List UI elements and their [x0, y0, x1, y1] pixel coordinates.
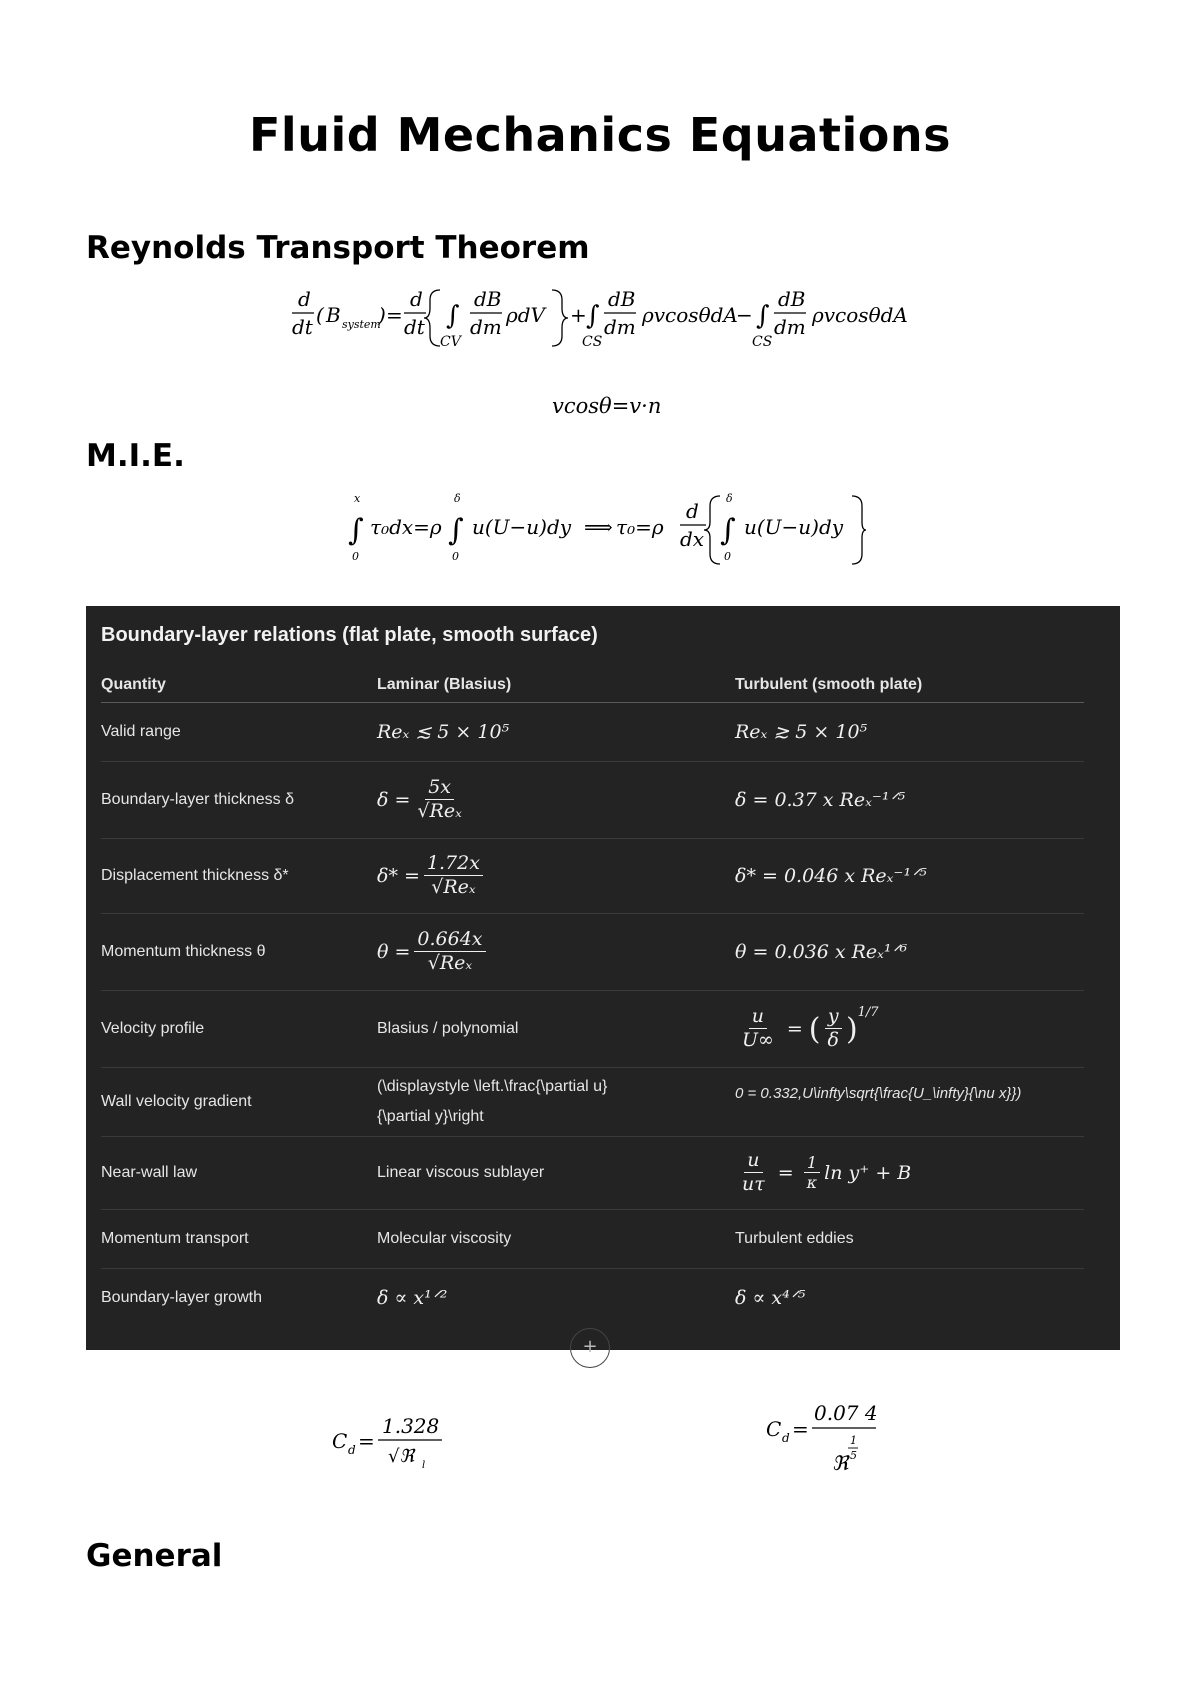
table-row	[101, 762, 1084, 839]
fraction-denominator: uτ	[742, 1173, 765, 1196]
svg-text:τ₀dx=ρ: τ₀dx=ρ	[370, 515, 442, 539]
cell-laminar: Blasius / polynomial	[377, 1020, 519, 1037]
cell-quantity: Displacement thickness δ*	[101, 867, 289, 884]
section-heading-mie: M.I.E.	[86, 438, 185, 474]
svg-text:dm: dm	[604, 315, 636, 339]
svg-text:√ℜ: √ℜ	[388, 1446, 415, 1467]
table-row	[101, 703, 1084, 762]
cell-quantity: Momentum transport	[101, 1230, 249, 1247]
svg-text:ρvcosθdA: ρvcosθdA	[642, 303, 738, 327]
vcos-equation: vcosθ=v·n	[552, 394, 662, 418]
cell-turbulent: δ = 0.37 x Reₓ⁻¹ᐟ⁵	[735, 789, 906, 811]
cell-quantity: Velocity profile	[101, 1020, 205, 1037]
svg-text:dB: dB	[778, 287, 806, 311]
svg-text:∫: ∫	[448, 513, 464, 548]
cell-turbulent	[735, 1137, 1095, 1209]
cell-quantity: Boundary-layer thickness δ	[101, 791, 294, 808]
table-row	[101, 991, 1084, 1068]
svg-text:dt: dt	[292, 315, 313, 339]
svg-text:−: −	[736, 303, 753, 327]
svg-text:∫: ∫	[446, 301, 460, 331]
fraction-denominator: δ	[827, 1029, 839, 1052]
cell-turbulent: δ* = 0.046 x Reₓ⁻¹ᐟ⁵	[735, 865, 927, 887]
cell-laminar	[377, 914, 727, 990]
svg-text:CS: CS	[752, 334, 773, 350]
cell-quantity: Boundary-layer growth	[101, 1289, 262, 1306]
svg-text:system: system	[342, 318, 381, 331]
svg-text:0.07 4: 0.07 4	[814, 1401, 878, 1425]
table-header-row	[101, 668, 1084, 703]
svg-text:dm: dm	[774, 315, 806, 339]
mie-equation	[346, 490, 866, 570]
exponent: 1/7	[857, 1005, 879, 1020]
fraction-numerator: y	[825, 1006, 842, 1029]
svg-text:=: =	[386, 303, 403, 327]
cell-quantity: Wall velocity gradient	[101, 1093, 252, 1110]
boundary-layer-table	[101, 668, 1084, 1327]
equals-sign: =	[777, 1162, 794, 1184]
rtt-equation	[290, 278, 930, 358]
fraction-denominator: √Reₓ	[417, 800, 462, 823]
svg-text:C: C	[332, 1429, 348, 1453]
fraction-denominator: √Reₓ	[427, 952, 473, 975]
cell-quantity: Near-wall law	[101, 1164, 198, 1181]
svg-text:δ: δ	[454, 492, 461, 505]
cell-turbulent: Turbulent eddies	[735, 1230, 854, 1247]
svg-text:1: 1	[850, 1434, 857, 1447]
table-row	[101, 1068, 1084, 1137]
svg-text:): )	[378, 303, 386, 327]
log-term: ln y⁺ + B	[824, 1162, 912, 1184]
header-turbulent: Turbulent (smooth plate)	[735, 676, 923, 693]
cd-turbulent-equation	[764, 1396, 894, 1486]
svg-text:u(U−u)dy: u(U−u)dy	[472, 515, 572, 539]
cell-laminar: δ ∝ x¹ᐟ²	[377, 1287, 448, 1309]
svg-text:τ₀=ρ: τ₀=ρ	[616, 515, 664, 539]
svg-text:=: =	[358, 1429, 375, 1453]
cell-laminar: Molecular viscosity	[377, 1230, 512, 1247]
cell-turbulent: $\frac{u}{U\infty}$ = ( $\frac{y}{\delta}$ ) $^{1/7}$	[735, 991, 1095, 1067]
equals-sign: =	[786, 1018, 803, 1040]
table-row	[101, 1210, 1084, 1269]
svg-text:l: l	[422, 1460, 426, 1471]
table-row	[101, 1137, 1084, 1210]
svg-text:⟹: ⟹	[584, 515, 613, 539]
svg-text:dB: dB	[474, 287, 502, 311]
cd-laminar-equation	[330, 1408, 460, 1474]
cell-turbulent: θ = 0.036 x Reₓ¹ᐟ⁶	[735, 941, 908, 963]
svg-text:C: C	[766, 1417, 782, 1441]
svg-text:=: =	[792, 1417, 809, 1441]
svg-text:dt: dt	[404, 315, 425, 339]
svg-text:∫: ∫	[756, 301, 770, 331]
table-row	[101, 914, 1084, 991]
svg-text:dx: dx	[680, 527, 705, 551]
svg-text:0: 0	[724, 550, 731, 563]
laminar-lhs: δ* =	[377, 865, 420, 887]
svg-text:ℜ: ℜ	[832, 1451, 849, 1475]
svg-text:x: x	[354, 492, 361, 505]
boundary-layer-table-title: Boundary-layer relations (flat plate, smooth surface)	[101, 624, 598, 646]
add-row-icon[interactable]: +	[570, 1328, 610, 1368]
cell-laminar: (\displaystyle \left.\frac{\partial u}{\partial y}\right	[377, 1078, 608, 1125]
fraction-numerator: u	[744, 1150, 762, 1173]
section-heading-rtt: Reynolds Transport Theorem	[86, 230, 590, 266]
svg-text:∫: ∫	[720, 513, 736, 548]
svg-text:(: (	[316, 303, 324, 327]
cell-laminar	[377, 839, 727, 913]
header-laminar: Laminar (Blasius)	[377, 676, 512, 693]
boundary-layer-table-panel	[86, 606, 1120, 1357]
laminar-lhs: δ =	[377, 789, 411, 811]
fraction-numerator: 5x	[425, 777, 454, 800]
svg-text:5: 5	[850, 1449, 857, 1462]
svg-text:u(U−u)dy: u(U−u)dy	[744, 515, 844, 539]
svg-text:ρvcosθdA: ρvcosθdA	[812, 303, 908, 327]
fraction-denominator: U∞	[742, 1029, 774, 1052]
svg-text:0: 0	[452, 550, 459, 563]
svg-text:1.328: 1.328	[382, 1414, 440, 1438]
svg-text:∫: ∫	[348, 513, 364, 548]
svg-text:d: d	[298, 287, 311, 311]
page-title: Fluid Mechanics Equations	[249, 108, 951, 162]
svg-text:d: d	[348, 1443, 356, 1457]
svg-text:B: B	[326, 303, 341, 327]
cell-quantity: Valid range	[101, 723, 181, 740]
fraction-numerator: u	[749, 1006, 767, 1029]
svg-text:d: d	[782, 1431, 790, 1445]
fraction-denominator: √Reₓ	[431, 876, 476, 899]
fraction-numerator: 1.72x	[424, 853, 483, 876]
laminar-lhs: θ =	[377, 941, 411, 963]
svg-text:+: +	[570, 303, 587, 327]
cell-laminar: Reₓ ≲ 5 × 10⁵	[377, 721, 510, 743]
header-quantity: Quantity	[101, 676, 166, 693]
svg-text:d: d	[410, 287, 423, 311]
table-row	[101, 839, 1084, 914]
cell-quantity: Momentum thickness θ	[101, 943, 266, 960]
fraction-numerator: 1	[804, 1154, 820, 1173]
table-row	[101, 1269, 1084, 1327]
fraction-numerator: 0.664x	[414, 929, 485, 952]
svg-text:dm: dm	[470, 315, 502, 339]
svg-text:δ: δ	[726, 492, 733, 505]
cell-turbulent: Reₓ ≳ 5 × 10⁵	[735, 721, 868, 743]
svg-text:dB: dB	[608, 287, 636, 311]
svg-text:ρdV: ρdV	[506, 303, 546, 327]
svg-text:CV: CV	[440, 334, 461, 350]
svg-text:0: 0	[352, 550, 359, 563]
cell-laminar: Linear viscous sublayer	[377, 1164, 545, 1181]
section-heading-general: General	[86, 1538, 223, 1574]
cell-turbulent: δ ∝ x⁴ᐟ⁵	[735, 1287, 806, 1309]
svg-text:∫: ∫	[586, 301, 600, 331]
svg-text:CS: CS	[582, 334, 603, 350]
svg-text:d: d	[686, 499, 699, 523]
fraction-denominator: κ	[806, 1173, 818, 1193]
cell-turbulent: 0 = 0.332,U\infty\sqrt{\frac{U_\infty}{\nu x}})	[735, 1085, 1022, 1102]
cell-laminar	[377, 762, 727, 838]
